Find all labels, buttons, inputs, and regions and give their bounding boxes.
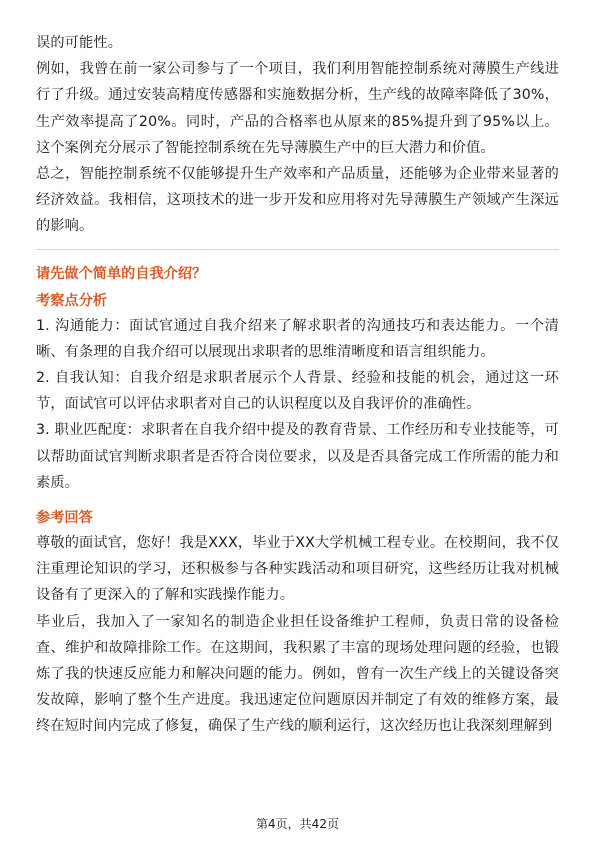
analysis-item: 2. 自我认知：自我介绍是求职者展示个人背景、经验和技能的机会，通过这一环节，面试官可以评估求职者对自己的认识程度以及自我评价的准确性。 <box>36 370 559 413</box>
analysis-item: 1. 沟通能力：面试官通过自我介绍来了解求职者的沟通技巧和表达能力。一个清晰、有条理的自我介绍可以展现出求职者的思维清晰度和语言组织能力。 <box>36 317 559 360</box>
answer-heading: 参考回答 <box>36 510 93 527</box>
body-paragraph: 例如，我曾在前一家公司参与了一个项目，我们利用智能控制系统对薄膜生产线进行了升级。通过安装高精度传感器和实施数据分析，生产线的故障率降低了30%，生产效率提高了20%。同时，产品的合格率也从原来的85%提升到了95%以上。这个案例充分展示了智能控制系统在先导薄膜生产中的巨大潜力和价值。 <box>36 61 559 156</box>
analysis-heading: 考察点分析 <box>36 292 107 309</box>
interview-question: 请先做个简单的自我介绍？ <box>36 265 207 282</box>
analysis-item: 3. 职业匹配度：求职者在自我介绍中提及的教育背景、工作经历和专业技能等，可以帮助面试官判断求职者是否符合岗位要求，以及是否具备完成工作所需的能力和素质。 <box>36 422 559 491</box>
document-page <box>36 30 559 740</box>
body-paragraph: 误的可能性。 <box>36 35 123 51</box>
body-paragraph: 总之，智能控制系统不仅能够提升生产效率和产品质量，还能够为企业带来显著的经济效益。我相信，这项技术的进一步开发和应用将对先导薄膜生产领域产生深远的影响。 <box>36 166 559 235</box>
answer-paragraph: 毕业后，我加入了一家知名的制造企业担任设备维护工程师，负责日常的设备检查、维护和故障排除工作。在这期间，我积累了丰富的现场处理问题的经验，也锻炼了我的快速反应能力和解决问题的能力。例如，曾有一次生产线上的关键设备突发故障，影响了整个生产进度。我迅速定位问题原因并制定了有效的维修方案，最终在短时间内完成了修复，确保了生产线的顺利运行，这次经历也让我深刻理解到 <box>36 613 559 735</box>
section-divider <box>36 249 559 250</box>
section-spacer <box>36 496 559 506</box>
answer-paragraph: 尊敬的面试官，您好！我是XXX，毕业于XX大学机械工程专业。在校期间，我不仅注重理论知识的学习，还积极参与各种实践活动和项目研究，这些经历让我对机械设备有了更深入的了解和实践操作能力。 <box>36 535 559 604</box>
page-number: 第4页，共42页 <box>256 817 339 831</box>
